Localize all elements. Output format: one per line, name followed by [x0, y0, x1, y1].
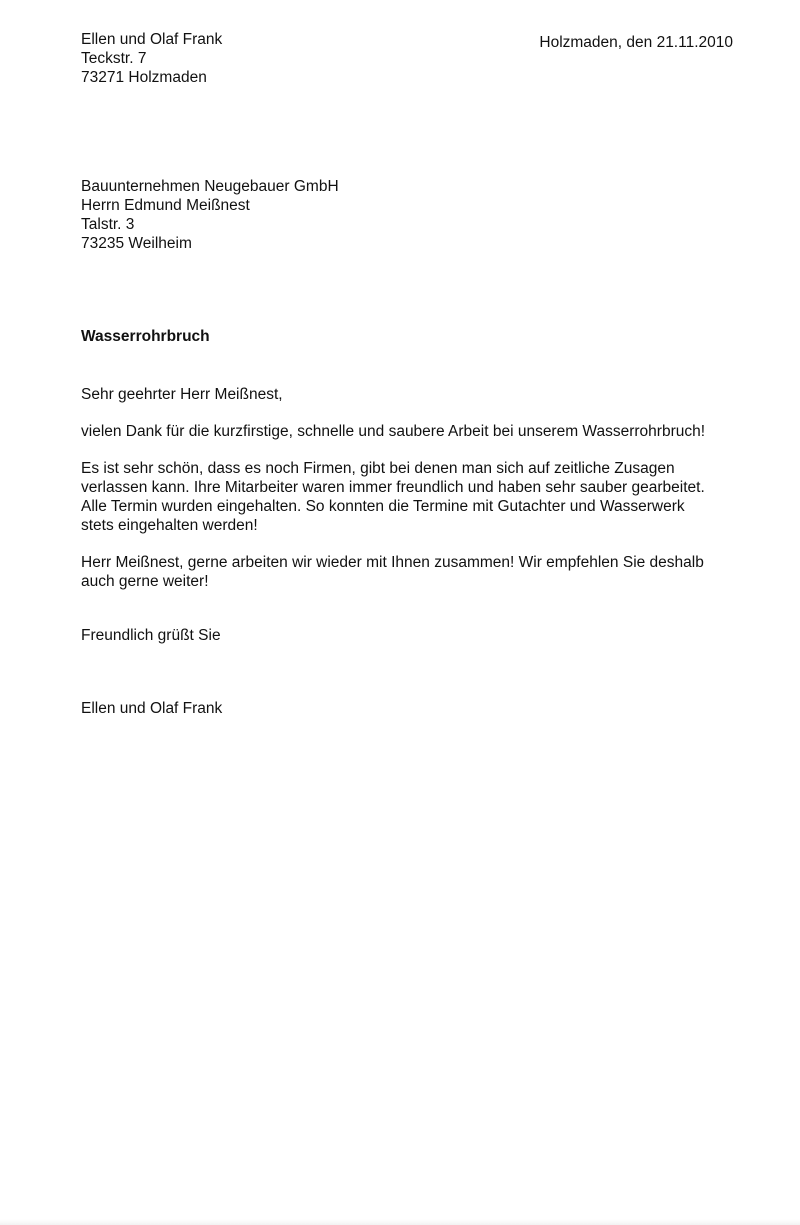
recipient-person: Herrn Edmund Meißnest — [81, 197, 250, 214]
recipient-address — [81, 177, 339, 253]
paragraph-line: Es ist sehr schön, dass es noch Firmen, gibt bei denen man sich auf zeitliche Zusagen — [81, 460, 675, 477]
salutation: Sehr geehrter Herr Meißnest, — [81, 386, 283, 403]
paragraph-thanks — [81, 422, 705, 441]
sender-name: Ellen und Olaf Frank — [81, 31, 223, 48]
closing-phrase: Freundlich grüßt Sie — [81, 627, 221, 644]
sender-street: Teckstr. 7 — [81, 50, 147, 67]
recipient-company: Bauunternehmen Neugebauer GmbH — [81, 178, 339, 195]
paragraph-line: Herr Meißnest, gerne arbeiten wir wieder mit Ihnen zusammen! Wir empfehlen Sie deshalb — [81, 554, 704, 571]
recipient-street: Talstr. 3 — [81, 216, 135, 233]
paragraph-recommendation — [81, 553, 704, 591]
scan-edge — [0, 1219, 800, 1225]
subject-line: Wasserrohrbruch — [81, 328, 210, 345]
paragraph-line: Alle Termin wurden eingehalten. So konnten die Termine mit Gutachter und Wasserwerk — [81, 498, 685, 515]
paragraph-praise — [81, 459, 705, 535]
sender-address — [81, 30, 222, 87]
paragraph-line: verlassen kann. Ihre Mitarbeiter waren immer freundlich und haben sehr sauber gearbeitet. — [81, 479, 705, 496]
date-line: Holzmaden, den 21.11.2010 — [539, 34, 733, 51]
sender-city: 73271 Holzmaden — [81, 69, 207, 86]
paragraph-line: vielen Dank für die kurzfirstige, schnelle und saubere Arbeit bei unserem Wasserrohrbruch! — [81, 423, 706, 440]
recipient-city: 73235 Weilheim — [81, 235, 192, 252]
signature-names: Ellen und Olaf Frank — [81, 700, 223, 717]
paragraph-line: auch gerne weiter! — [81, 573, 209, 590]
paragraph-line: stets eingehalten werden! — [81, 517, 258, 534]
